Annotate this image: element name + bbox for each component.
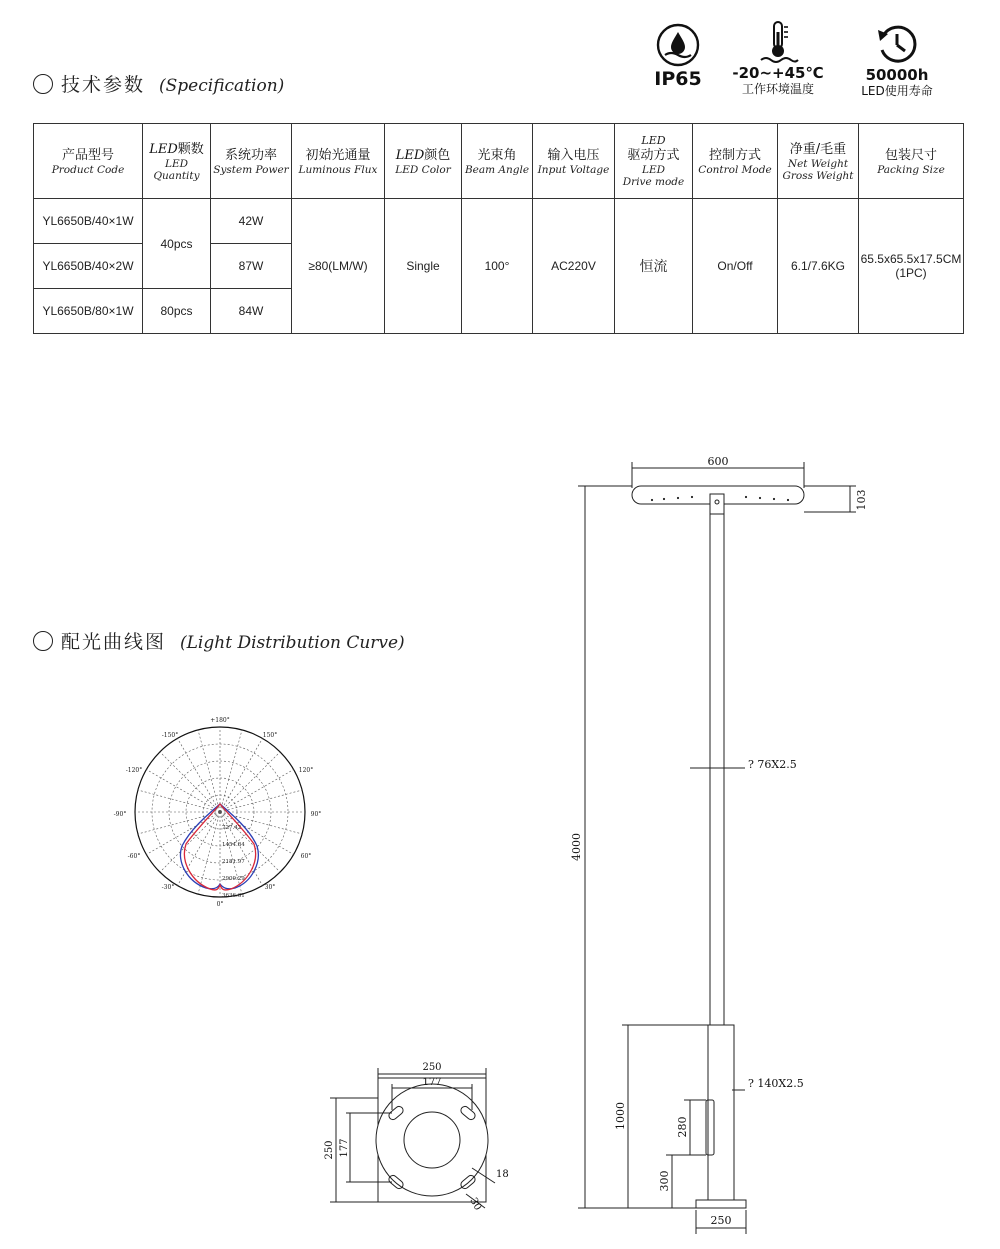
light-distribution-polar-diagram xyxy=(110,712,340,912)
curve-title-en: (Light Distribution Curve) xyxy=(180,633,405,653)
polar-spoke xyxy=(220,812,294,855)
packing-size-value: 65.5x65.5x17.5CM xyxy=(860,252,962,266)
cell-beam-angle: 100° xyxy=(462,199,533,334)
header-product-code: 产品型号 Product Code xyxy=(34,124,143,199)
dim-bolt-span: 177 xyxy=(422,1077,442,1088)
pole-elevation-drawing xyxy=(560,450,880,1240)
polar-spoke xyxy=(220,770,294,813)
dim-upper-tube: ? 76X2.5 xyxy=(748,758,797,771)
cell-system-power: 87W xyxy=(211,244,292,289)
polar-spoke xyxy=(220,730,242,812)
angle-label: -60° xyxy=(127,853,141,860)
angle-label: -150° xyxy=(161,732,179,739)
dim-lamp-height: 103 xyxy=(855,489,868,511)
cell-weight: 6.1/7.6KG xyxy=(778,199,859,334)
dim-base-outer: 250 xyxy=(422,1062,442,1073)
polar-spoke xyxy=(146,812,220,855)
polar-spoke xyxy=(160,752,220,812)
specification-table xyxy=(33,123,964,334)
angle-label: -90° xyxy=(113,811,127,818)
spec-title-en: (Specification) xyxy=(159,76,285,96)
cell-led-color: Single xyxy=(385,199,462,334)
cell-product-code: YL6650B/40×2W xyxy=(34,244,143,289)
ip-badge xyxy=(623,22,733,90)
spec-section-title xyxy=(33,70,284,97)
cell-luminous-flux: ≥80(LM/W) xyxy=(292,199,385,334)
dim-bolt-span-vertical: 177 xyxy=(339,1138,350,1158)
polar-spoke xyxy=(178,738,221,812)
temperature-range: -20~+45℃ xyxy=(732,64,824,82)
header-control-mode: 控制方式 Control Mode xyxy=(693,124,778,199)
lower-pole xyxy=(708,1025,734,1200)
cell-product-code: YL6650B/40×1W xyxy=(34,199,143,244)
cell-drive-mode: 恒流 xyxy=(615,199,693,334)
dim-slot-width: 18 xyxy=(496,1169,509,1180)
header-drive-mode: LED 驱动方式 LED Drive mode xyxy=(615,124,693,199)
clock-history-icon xyxy=(875,22,919,66)
lifetime-hours: 50000h xyxy=(865,66,929,84)
ip-rating: IP65 xyxy=(654,68,702,90)
header-input-voltage: 输入电压 Input Voltage xyxy=(533,124,615,199)
cell-system-power: 42W xyxy=(211,199,292,244)
polar-spoke xyxy=(138,790,220,812)
lifetime-badge xyxy=(842,22,952,99)
header-packing-size: 包装尺寸 Packing Size xyxy=(859,124,964,199)
temperature-badge xyxy=(723,18,833,97)
cell-led-quantity: 80pcs xyxy=(143,289,211,334)
dim-door-offset: 300 xyxy=(658,1170,671,1192)
base-plate-disc xyxy=(376,1084,488,1196)
dim-base-width: 250 xyxy=(710,1214,732,1227)
temperature-caption: 工作环境温度 xyxy=(741,82,814,96)
angle-label: 90° xyxy=(310,811,322,818)
base-plate xyxy=(696,1200,746,1208)
dim-lower-height: 1000 xyxy=(614,1102,627,1130)
dim-door-height: 280 xyxy=(676,1116,689,1138)
angle-label: -120° xyxy=(125,767,143,774)
header-beam-angle: 光束角 Beam Angle xyxy=(462,124,533,199)
polar-spoke xyxy=(220,752,280,812)
ring-label: 3636.61 xyxy=(222,893,245,899)
dim-pole-total: 4000 xyxy=(570,833,583,861)
table-header-row xyxy=(34,124,964,199)
dim-lower-tube: ? 140X2.5 xyxy=(748,1077,804,1090)
header-weight: 净重/毛重 Net Weight Gross Weight xyxy=(778,124,859,199)
angle-label: 30° xyxy=(264,884,276,891)
ring-label: 727.42 xyxy=(222,825,242,831)
curve-title-zh: 配光曲线图 xyxy=(61,631,167,653)
angle-label: 120° xyxy=(298,767,314,774)
ring-label: 2909.29 xyxy=(222,876,245,882)
polar-spoke xyxy=(146,770,220,813)
polar-spoke xyxy=(220,738,263,812)
polar-grid xyxy=(135,727,305,897)
header-luminous-flux: 初始光通量 Luminous Flux xyxy=(292,124,385,199)
angle-label: 60° xyxy=(300,853,312,860)
polar-spoke xyxy=(198,730,220,812)
angle-label: 0° xyxy=(216,901,224,908)
angle-label: -30° xyxy=(161,884,175,891)
cell-packing-size xyxy=(859,199,964,334)
polar-spoke xyxy=(220,790,302,812)
dim-lamp-width: 600 xyxy=(707,455,729,468)
polar-spoke xyxy=(160,812,220,872)
dim-base-outer-vertical: 250 xyxy=(324,1140,335,1160)
ring-label: 2181.97 xyxy=(222,859,245,865)
angle-labels xyxy=(114,717,322,908)
cell-led-quantity: 40pcs xyxy=(143,199,211,289)
waterproof-drop-icon xyxy=(655,22,701,68)
packing-size-unit: (1PC) xyxy=(895,266,927,280)
table-row xyxy=(34,199,964,244)
header-system-power: 系统功率 System Power xyxy=(211,124,292,199)
angle-label: +180° xyxy=(210,717,230,724)
cell-input-voltage: AC220V xyxy=(533,199,615,334)
cell-product-code: YL6650B/80×1W xyxy=(34,289,143,334)
thermometer-icon xyxy=(755,18,801,64)
header-led-quantity: LED颗数 LED Quantity xyxy=(143,124,211,199)
header-led-color: LED颜色 LED Color xyxy=(385,124,462,199)
base-plate-plan-drawing xyxy=(320,1058,520,1223)
curve-section-title xyxy=(33,627,405,654)
angle-label: 150° xyxy=(262,732,278,739)
spec-title-zh: 技术参数 xyxy=(61,74,146,96)
circle-bullet-icon xyxy=(33,74,53,94)
circle-bullet-icon xyxy=(33,631,53,651)
ring-label: 1454.84 xyxy=(222,842,245,848)
cell-control-mode: On/Off xyxy=(693,199,778,334)
lifetime-caption: LED使用寿命 xyxy=(861,84,933,98)
dim-slot-length: 30 xyxy=(467,1196,484,1213)
cell-system-power: 84W xyxy=(211,289,292,334)
